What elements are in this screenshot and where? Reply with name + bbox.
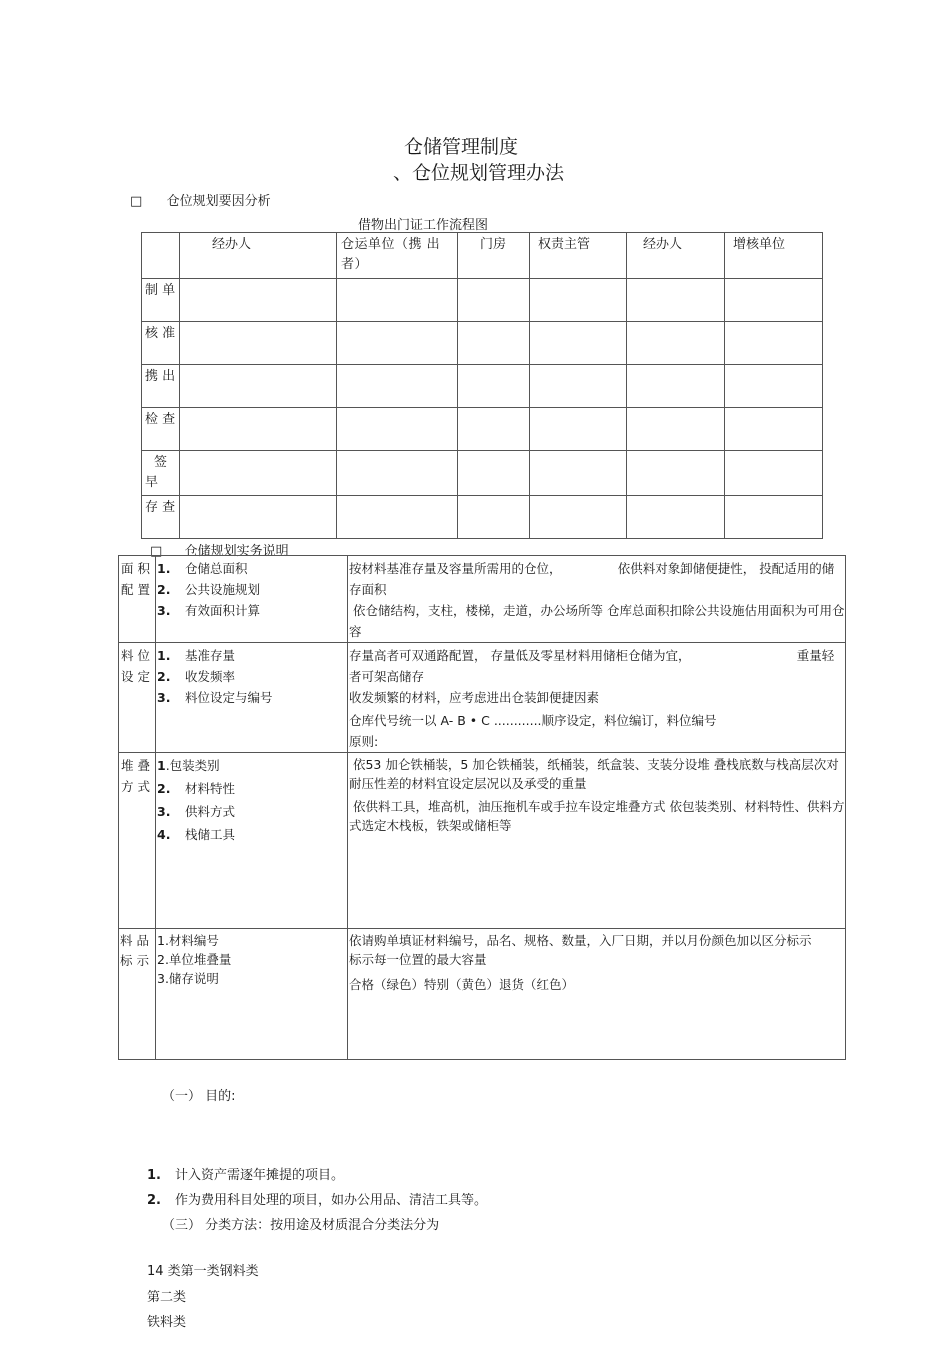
flow-table xyxy=(141,232,823,539)
spec-description xyxy=(348,643,846,753)
flow-row-label: 制 单 xyxy=(142,279,180,322)
section-label: 仓储规划实务说明 xyxy=(184,544,289,559)
spec-description xyxy=(348,929,846,1060)
purpose-label: （一） 目的: xyxy=(162,1089,236,1104)
spec-desc-line: 合格（绿色）特别（黄色）退货（红色） xyxy=(349,977,575,992)
spec-row xyxy=(119,929,846,1060)
spec-desc-line: 依请购单填证材料编号，品名、规格、数量，入厂日期，并以月份颜色加以区分标示 xyxy=(349,933,812,948)
spec-category: 料 位 设 定 xyxy=(119,643,156,753)
spec-table xyxy=(118,555,846,1060)
spec-item: 3.储存说明 xyxy=(157,971,219,986)
flow-row xyxy=(142,408,823,451)
flow-header-cell: 经办人 xyxy=(180,233,337,279)
spec-desc-line: 收发频繁的材料，应考虑进出仓装卸便捷因素 xyxy=(349,690,600,705)
page-title: 仓储管理制度 xyxy=(404,136,519,158)
spec-desc-line: 按材料基准存量及容量所需用的仓位， 依供料对象卸储便捷性， 投配适用的储存面积 xyxy=(349,561,835,597)
spec-description xyxy=(348,753,846,929)
spec-items xyxy=(156,929,348,1060)
spec-item: 2. 收发频率 xyxy=(157,669,236,684)
flow-row xyxy=(142,365,823,408)
page-subtitle: 、仓位规划管理办法 xyxy=(393,162,565,184)
spec-category: 面 积 配 置 xyxy=(119,556,156,643)
spec-item: 4. 栈储工具 xyxy=(157,827,236,842)
flow-row-label: 签 早 xyxy=(142,451,180,496)
spec-category: 堆 叠 方 式 xyxy=(119,753,156,929)
flow-caption: 借物出门证工作流程图 xyxy=(358,218,489,233)
spec-row xyxy=(119,643,846,753)
spec-desc-line: 依供料工具，堆高机，油压拖机车或手拉车设定堆叠方式 依包装类别、材料特性、供料方式选定木栈板，铁架或储柜等 xyxy=(349,799,845,833)
flow-header-cell xyxy=(142,233,180,279)
spec-item: 3. 有效面积计算 xyxy=(157,603,261,618)
spec-desc-line: 存量高者可双通路配置， 存量低及零星材料用储柜仓储为宜， 重量轻者可架高储存 xyxy=(349,648,835,684)
flow-header-cell: 权责主管 xyxy=(530,233,627,279)
spec-item: 2. 公共设施规划 xyxy=(157,582,261,597)
flow-row-label: 检 查 xyxy=(142,408,180,451)
checkbox-icon: □ xyxy=(150,544,163,559)
class-line: 铁料类 xyxy=(147,1315,187,1330)
flow-header-cell: 门房 xyxy=(458,233,530,279)
spec-item: 3. 供料方式 xyxy=(157,804,236,819)
spec-category: 料 品 标 示 xyxy=(119,929,156,1060)
flow-header-cell: 经办人 xyxy=(627,233,725,279)
spec-item: 1. 仓储总面积 xyxy=(157,561,248,576)
flow-row-label: 核 准 xyxy=(142,322,180,365)
spec-desc-line: 依仓储结构，支柱，楼梯，走道，办公场所等 仓库总面积扣除公共设施估用面积为可用仓容 xyxy=(349,603,845,639)
flow-row xyxy=(142,496,823,539)
spec-item: 3. 料位设定与编号 xyxy=(157,690,273,705)
flow-header-cell: 增核单位 xyxy=(725,233,823,279)
spec-desc-line: 标示每一位置的最大容量 xyxy=(349,952,487,967)
flow-header-row xyxy=(142,233,823,279)
spec-desc-line: 原则: xyxy=(349,734,379,749)
list-item: 1. 计入资产需逐年摊提的项目。 xyxy=(147,1168,345,1183)
spec-items xyxy=(156,753,348,929)
spec-desc-line: 依53 加仑铁桶装，5 加仑铁桶装，纸桶装，纸盒装、支装分设堆 叠栈底数与栈高层次对耐压性差的材料宜设定层况以及承受的重量 xyxy=(349,757,839,791)
spec-description xyxy=(348,556,846,643)
class-line: 14 类第一类钢料类 xyxy=(147,1264,259,1279)
flow-header-cell: 仓运单位（携 出者） xyxy=(337,233,458,279)
class-line: 第二类 xyxy=(147,1290,187,1305)
section-label: 仓位规划要因分析 xyxy=(166,194,271,209)
flow-row xyxy=(142,322,823,365)
spec-item: 1.材料编号 xyxy=(157,933,219,948)
spec-item: 2.单位堆叠量 xyxy=(157,952,232,967)
spec-items xyxy=(156,643,348,753)
spec-row xyxy=(119,753,846,929)
spec-desc-line: 仓库代号统一以 A- B • C ............顺序设定，料位编订，料位编号 xyxy=(349,713,717,728)
spec-row xyxy=(119,556,846,643)
spec-item: 1.包装类别 xyxy=(157,758,220,773)
spec-item: 1. 基准存量 xyxy=(157,648,236,663)
list-item: 2. 作为费用科目处理的项目，如办公用品、清洁工具等。 xyxy=(147,1193,488,1208)
checkbox-icon: □ xyxy=(130,194,143,209)
flow-row-label: 携 出 xyxy=(142,365,180,408)
spec-item: 2. 材料特性 xyxy=(157,781,236,796)
flow-row xyxy=(142,279,823,322)
method-label: （三） 分类方法：按用途及材质混合分类法分为 xyxy=(162,1218,440,1233)
flow-row-label: 存 查 xyxy=(142,496,180,539)
spec-items xyxy=(156,556,348,643)
section-heading-analysis xyxy=(130,190,271,209)
flow-row xyxy=(142,451,823,496)
